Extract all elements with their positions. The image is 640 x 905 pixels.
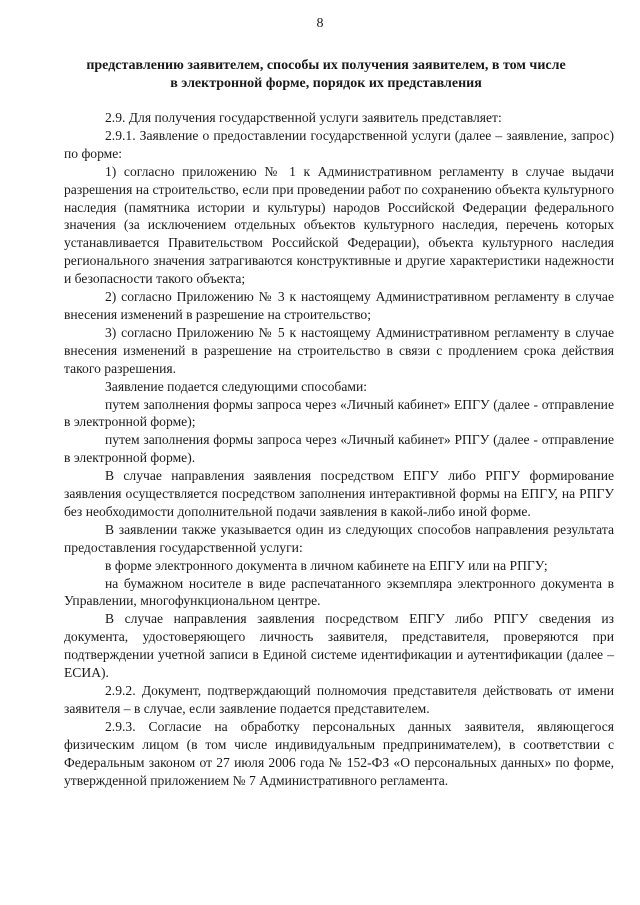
- paragraph-2-9-2: 2.9.2. Документ, подтверждающий полномочия представителя действовать от имени заявителя – в случае, если заявление подается представителем.: [64, 683, 614, 716]
- paragraph-submission-methods: Заявление подается следующими способами:: [105, 378, 368, 394]
- list-item-1: 1) согласно приложению № 1 к Административном регламенту в случае выдачи разрешения на строительство, если при проведении работ по сохранению объекта культурного наследия (памятника истории и культуры) народов Российской Федерации федерального значения (за исключением отдельных объектов культурного наследия, перечень которых устанавливается Правительством Российской Федерации), объекта культурного наследия регионального значения затрагиваются конструктивные и другие характеристики надежности и безопасности такого объекта;: [64, 163, 614, 287]
- paragraph-result-paper: на бумажном носителе в виде распечатанного экземпляра электронного документа в Управлении, многофункциональном центре.: [64, 575, 614, 609]
- section-heading-line-2: в электронной форме, порядок их представления: [170, 76, 482, 91]
- paragraph-electronic-form: В случае направления заявления посредством ЕПГУ либо РПГУ формирование заявления осуществляется посредством заполнения интерактивной формы на ЕПГУ, на РПГУ без необходимости дополнительной подачи заявления в какой-либо иной форме.: [64, 468, 614, 519]
- paragraph-result-delivery: В заявлении также указывается один из следующих способов направления результата предоставления государственной услуги:: [64, 521, 614, 555]
- page-number: 8: [316, 16, 324, 31]
- document-body: [64, 109, 614, 789]
- section-heading-line-1: представлению заявителем, способы их получения заявителем, в том числе: [86, 58, 566, 73]
- section-heading: [64, 57, 588, 93]
- paragraph-result-electronic: в форме электронного документа в личном кабинете на ЕПГУ или на РПГУ;: [105, 557, 548, 573]
- paragraph-method-rpgu: путем заполнения формы запроса через «Личный кабинет» РПГУ (далее - отправление в электронной форме).: [64, 432, 614, 466]
- paragraph-2-9-1: 2.9.1. Заявление о предоставлении государственной услуги (далее – заявление, запрос) по форме:: [64, 127, 614, 161]
- paragraph-method-epgu: путем заполнения формы запроса через «Личный кабинет» ЕПГУ (далее - отправление в электронной форме);: [64, 396, 614, 430]
- list-item-3: 3) согласно Приложению № 5 к настоящему Административном регламенту в случае внесения изменений в разрешение на строительство в связи с продлением срока действия такого разрешения.: [64, 324, 614, 376]
- paragraph-2-9-3: 2.9.3. Согласие на обработку персональных данных заявителя, являющегося физическим лицом (в том числе индивидуальным предпринимателем), в соответствии с Федеральным законом от 27 июля 2006 года № 152-ФЗ «О персональных данных» по форме, утвержденной приложением № 7 Административного регламента.: [64, 718, 614, 788]
- paragraph-2-9: 2.9. Для получения государственной услуги заявитель представляет:: [105, 110, 502, 125]
- list-item-2: 2) согласно Приложению № 3 к настоящему Административном регламенту в случае внесения изменений в разрешение на строительство;: [64, 289, 614, 322]
- paragraph-identity-esia: В случае направления заявления посредством ЕПГУ либо РПГУ сведения из документа, удостоверяющего личность заявителя, представителя, проверяются при подтверждении учетной записи в Единой системе идентификации и аутентификации (далее – ЕСИА).: [64, 611, 614, 681]
